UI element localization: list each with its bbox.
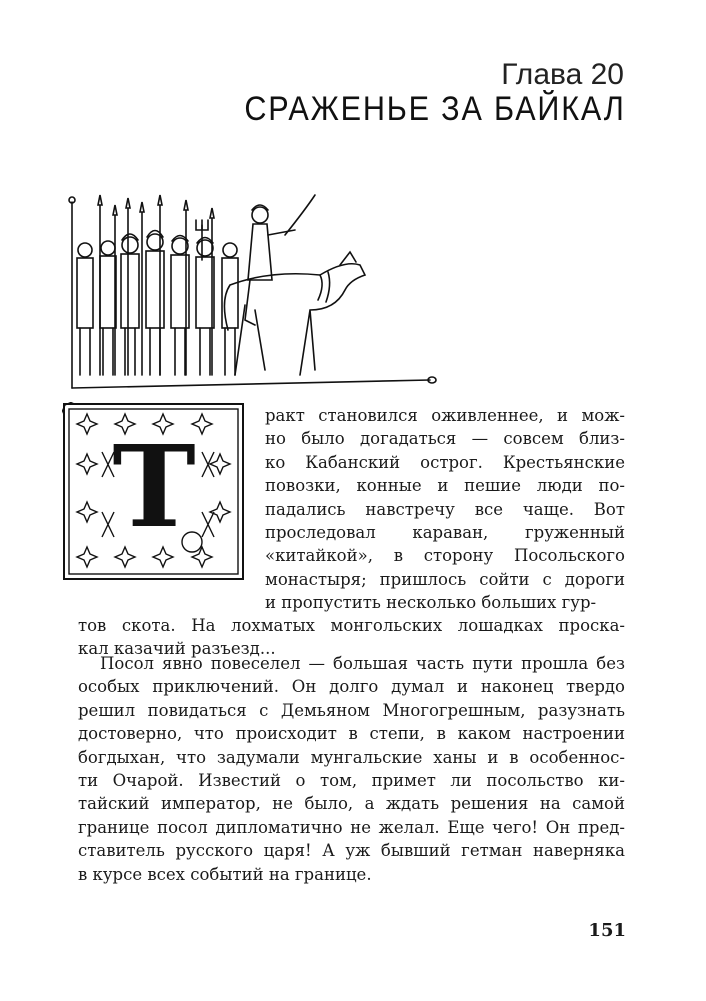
text-line: падались навстречу все чаще. Вот <box>265 499 625 519</box>
text-line: ставитель русского царя! А уж бывший гетман наверняка <box>78 841 625 861</box>
text-line: Посол явно повеселел — большая часть пути прошла без <box>100 654 625 673</box>
chapter-title: СРАЖЕНЬЕ ЗА БАЙКАЛ <box>244 90 626 128</box>
drop-cap-letter: Т <box>112 422 196 553</box>
text-line: тов скота. На лохматых монгольских лошадках проска- <box>78 616 625 635</box>
text-line: ко Кабанский острог. Крестьянские <box>265 452 625 472</box>
text-line: но было догадаться — совсем близ- <box>265 429 625 449</box>
text-line: особых приключений. Он долго думал и наконец твердо <box>78 677 625 697</box>
text-line: богдыхан, что задумали мунгальские ханы и в особеннос- <box>78 747 625 767</box>
text-line: в курсе всех событий на границе. <box>78 864 372 884</box>
text-line: проследовал караван, груженный <box>265 523 625 543</box>
text-line: ти Очарой. Известий о том, примет ли посольство ки- <box>78 771 625 791</box>
illustration-soldiers-rider <box>60 190 440 390</box>
paragraph-1-side-text <box>265 404 625 615</box>
text-line: «китайкой», в сторону Посольского <box>265 546 625 566</box>
text-line: решил повидаться с Демьяном Многогрешным, разузнать <box>78 700 625 720</box>
text-line: границе посол дипломатично не желал. Еще чего! Он пред- <box>78 817 625 837</box>
text-line: повозки, конные и пешие люди по- <box>265 476 625 496</box>
chapter-number: Глава 20 <box>501 58 624 91</box>
page-number: 151 <box>588 920 626 941</box>
text-line: монастыря; пришлось сойти с дороги <box>265 569 625 589</box>
text-line: кал казачий разъезд... <box>78 639 276 659</box>
paragraph-2 <box>78 652 625 886</box>
drop-cap-ornament <box>62 402 245 581</box>
text-line: тайский император, не было, а ждать решения на самой <box>78 794 625 814</box>
text-line: и пропустить несколько больших гур- <box>265 593 597 613</box>
text-line: ракт становился оживленнее, и мож- <box>265 406 625 425</box>
text-line: достоверно, что происходит в степи, в каком настроении <box>78 724 625 744</box>
